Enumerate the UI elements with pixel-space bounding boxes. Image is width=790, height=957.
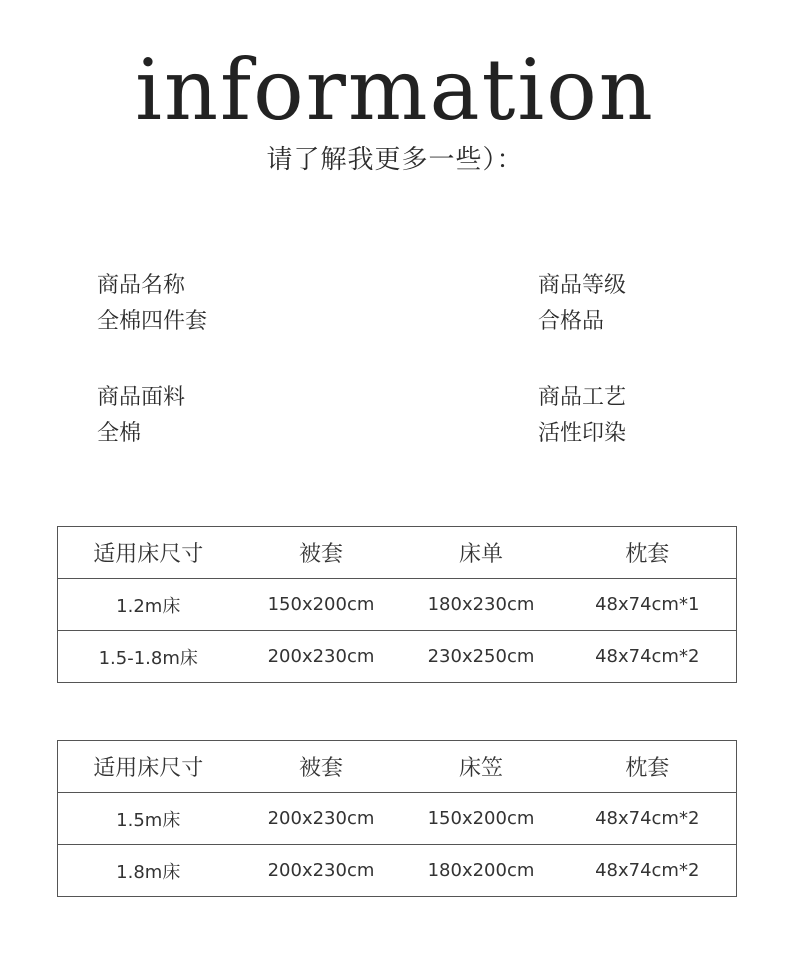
header-pillowcase: 枕套 [559,527,737,579]
table-row [58,579,737,631]
page-subtitle: 请了解我更多一些）： [266,145,524,175]
cell-bed-size: 1.2m床 [58,579,239,631]
product-name-value: 全棉四件套 [97,309,208,334]
cell-pillowcase: 48x74cm*2 [559,793,737,845]
header-bed-sheet: 床单 [404,527,559,579]
cell-duvet-cover: 200x230cm [239,793,404,845]
cell-bed-sheet: 180x230cm [404,579,559,631]
size-table-2 [57,740,737,897]
info-block-craft [538,380,626,452]
product-grade-value: 合格品 [538,309,605,334]
cell-fitted-sheet: 150x200cm [404,793,559,845]
info-block-grade [538,268,626,340]
cell-duvet-cover: 200x230cm [239,631,404,683]
product-fabric-label: 商品面料 [97,385,186,410]
cell-pillowcase: 48x74cm*1 [559,579,737,631]
info-block-name [97,268,207,340]
table-row [58,793,737,845]
cell-pillowcase: 48x74cm*2 [559,631,737,683]
cell-fitted-sheet: 180x200cm [404,845,559,897]
info-block-fabric [97,380,185,452]
product-fabric-value: 全棉 [97,421,142,446]
table-header-row [58,741,737,793]
header-bed-size: 适用床尺寸 [58,527,239,579]
product-craft-value: 活性印染 [538,421,627,446]
product-grade-label: 商品等级 [538,273,627,298]
header-duvet-cover: 被套 [239,741,404,793]
cell-bed-size: 1.8m床 [58,845,239,897]
header-duvet-cover: 被套 [239,527,404,579]
size-table-1 [57,526,737,683]
cell-duvet-cover: 150x200cm [239,579,404,631]
page-title: information [135,41,655,139]
cell-pillowcase: 48x74cm*2 [559,845,737,897]
cell-bed-size: 1.5m床 [58,793,239,845]
table-row [58,845,737,897]
table-row [58,631,737,683]
header-fitted-sheet: 床笠 [404,741,559,793]
header-pillowcase: 枕套 [559,741,737,793]
header-bed-size: 适用床尺寸 [58,741,239,793]
table-header-row [58,527,737,579]
cell-duvet-cover: 200x230cm [239,845,404,897]
cell-bed-sheet: 230x250cm [404,631,559,683]
product-name-label: 商品名称 [97,273,186,298]
product-craft-label: 商品工艺 [538,385,627,410]
cell-bed-size: 1.5-1.8m床 [58,631,239,683]
